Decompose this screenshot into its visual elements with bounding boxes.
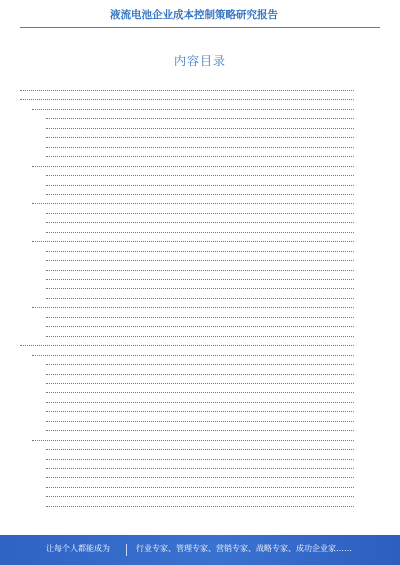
toc-dot-leader	[46, 358, 354, 367]
toc-entry[interactable]	[46, 471, 360, 480]
toc-entry[interactable]	[46, 377, 360, 386]
toc-entry[interactable]	[32, 197, 360, 206]
toc-dot-leader	[46, 254, 354, 263]
page-header	[0, 0, 400, 36]
footer-slogan-left: 让每个人都能成为	[46, 544, 110, 553]
toc-dot-leader	[32, 434, 354, 443]
toc-dot-leader	[20, 339, 354, 348]
toc-dot-leader	[46, 226, 354, 235]
toc-dot-leader	[46, 415, 354, 424]
toc-entry[interactable]	[46, 216, 360, 225]
toc-dot-leader	[46, 462, 354, 471]
toc-dot-leader	[32, 235, 354, 244]
toc-entry[interactable]	[46, 150, 360, 159]
toc-entry[interactable]	[46, 141, 360, 150]
toc-dot-leader	[46, 405, 354, 414]
footer-slogan-right: 行业专家、管理专家、营销专家、战略专家、成功企业家……	[136, 544, 352, 553]
toc-dot-leader	[46, 443, 354, 452]
toc-entry[interactable]	[46, 207, 360, 216]
toc-entry[interactable]	[46, 330, 360, 339]
toc-dot-leader	[46, 368, 354, 377]
toc-dot-leader	[20, 84, 354, 93]
toc-entry[interactable]	[46, 424, 360, 433]
toc-dot-leader	[46, 245, 354, 254]
toc-dot-leader	[46, 264, 354, 273]
toc-dot-leader	[46, 207, 354, 216]
toc-entry[interactable]	[46, 254, 360, 263]
toc-dot-leader	[46, 481, 354, 490]
toc-dot-leader	[46, 396, 354, 405]
toc-entry[interactable]	[46, 368, 360, 377]
toc-entry[interactable]	[32, 103, 360, 112]
toc-entry[interactable]	[46, 122, 360, 131]
toc-dot-leader	[46, 282, 354, 291]
toc-dot-leader	[46, 179, 354, 188]
toc-entry[interactable]	[20, 84, 360, 93]
toc-dot-leader	[32, 349, 354, 358]
toc-dot-leader	[20, 93, 354, 102]
footer-divider	[126, 544, 127, 556]
toc-entry[interactable]	[46, 358, 360, 367]
toc-entry[interactable]	[46, 500, 360, 509]
toc-entry[interactable]	[46, 282, 360, 291]
toc-entry[interactable]	[46, 179, 360, 188]
toc-heading: 内容目录	[173, 54, 226, 68]
toc-dot-leader	[46, 490, 354, 499]
toc-entry[interactable]	[32, 349, 360, 358]
toc-entry[interactable]	[46, 112, 360, 121]
toc-entry[interactable]	[46, 415, 360, 424]
toc-entry[interactable]	[46, 264, 360, 273]
toc-dot-leader	[32, 160, 354, 169]
toc-dot-leader	[46, 141, 354, 150]
toc-dot-leader	[46, 311, 354, 320]
toc-entry[interactable]	[46, 292, 360, 301]
toc-entry[interactable]	[46, 481, 360, 490]
toc-dot-leader	[46, 131, 354, 140]
toc-entry[interactable]	[46, 443, 360, 452]
toc-dot-leader	[46, 330, 354, 339]
toc-entry[interactable]	[20, 93, 360, 102]
toc-entry[interactable]	[46, 226, 360, 235]
toc-dot-leader	[46, 150, 354, 159]
toc-dot-leader	[46, 273, 354, 282]
toc-entry[interactable]	[46, 453, 360, 462]
toc-entry[interactable]	[46, 131, 360, 140]
toc-entry[interactable]	[46, 188, 360, 197]
toc-entry[interactable]	[46, 311, 360, 320]
toc-dot-leader	[46, 292, 354, 301]
toc-entry[interactable]	[46, 169, 360, 178]
toc-entry[interactable]	[46, 490, 360, 499]
toc-dot-leader	[46, 122, 354, 131]
toc-entry[interactable]	[46, 245, 360, 254]
toc-entry[interactable]	[32, 160, 360, 169]
toc-dot-leader	[32, 103, 354, 112]
toc-entry[interactable]	[46, 320, 360, 329]
header-bar	[0, 6, 400, 24]
toc-dot-leader	[46, 188, 354, 197]
toc-dot-leader	[46, 377, 354, 386]
report-title: 液流电池企业成本控制策略研究报告	[110, 9, 278, 21]
toc-entry[interactable]	[46, 396, 360, 405]
toc-dot-leader	[46, 320, 354, 329]
toc-dot-leader	[46, 453, 354, 462]
toc-dot-leader	[46, 169, 354, 178]
toc-dot-leader	[46, 386, 354, 395]
toc-dot-leader	[32, 197, 354, 206]
toc-dot-leader	[46, 500, 354, 509]
toc-dot-leader	[46, 112, 354, 121]
toc-entry[interactable]	[46, 386, 360, 395]
toc-entry[interactable]	[32, 235, 360, 244]
toc-entry[interactable]	[46, 462, 360, 471]
toc-entry[interactable]	[32, 301, 360, 310]
toc-dot-leader	[46, 424, 354, 433]
toc-dot-leader	[46, 216, 354, 225]
page-footer	[0, 535, 400, 565]
toc-dot-leader	[32, 301, 354, 310]
header-divider	[20, 27, 380, 28]
toc-entry[interactable]	[46, 405, 360, 414]
toc-entry[interactable]	[32, 434, 360, 443]
toc-entry[interactable]	[20, 339, 360, 348]
toc-dot-leader	[46, 471, 354, 480]
toc-entry[interactable]	[46, 273, 360, 282]
